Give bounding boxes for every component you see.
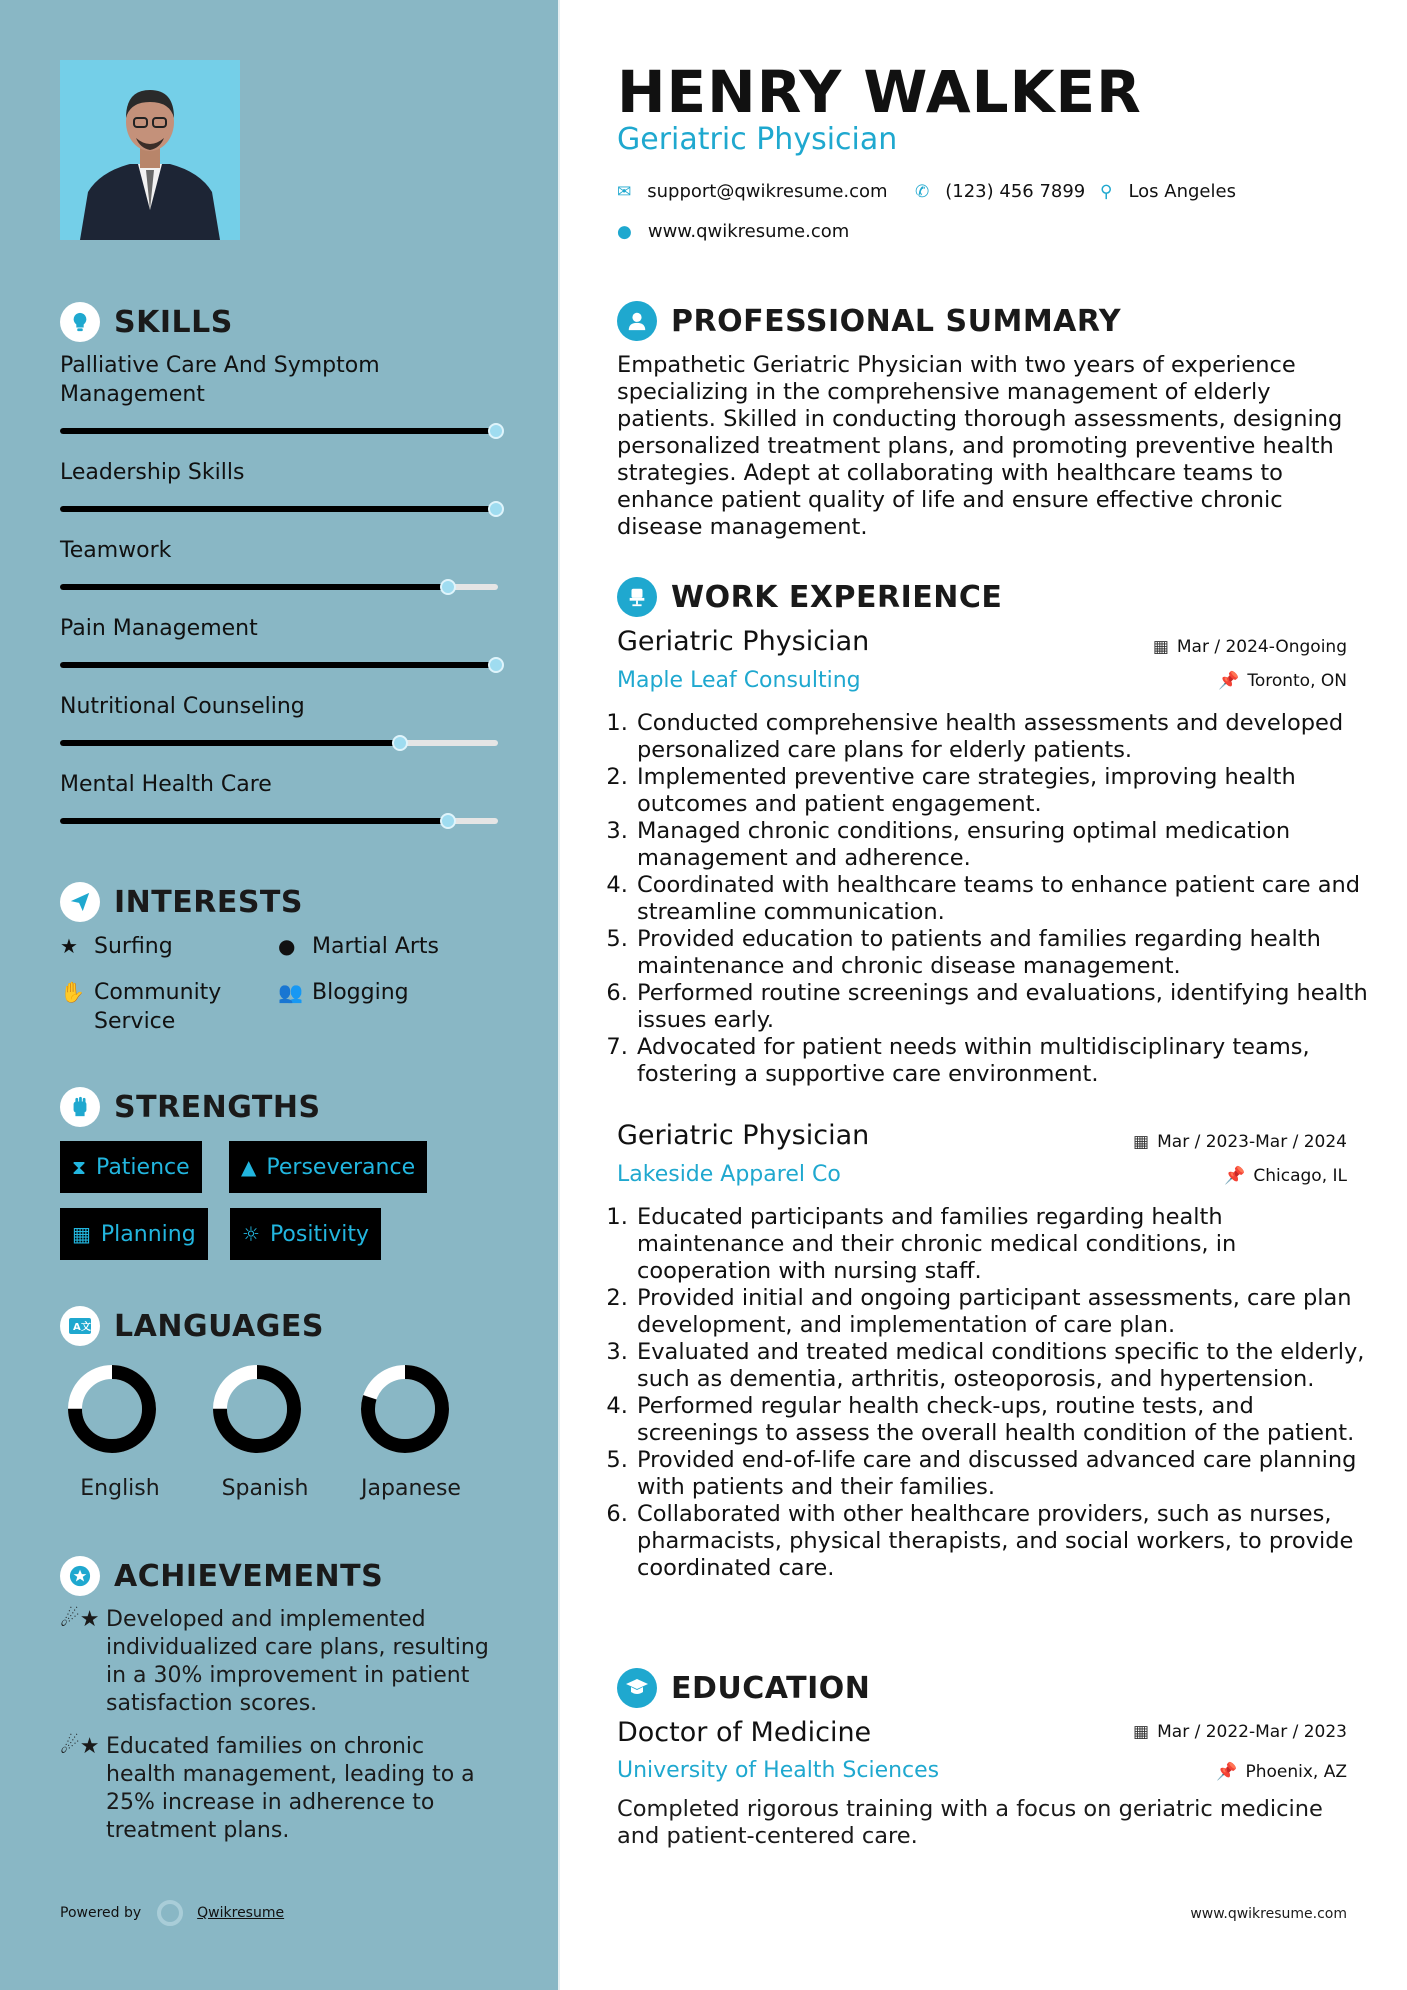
envelope-icon: ✉ [617, 181, 632, 202]
paper-plane-icon [60, 882, 100, 922]
powered-by: Powered by Qwikresume [60, 1900, 284, 1926]
job-dates: ▦ Mar / 2024-Ongoing [1152, 637, 1347, 657]
hand-icon: ✋ [60, 980, 85, 1004]
pushpin-icon: 📌 [1224, 1166, 1246, 1186]
strengths-heading: STRENGTHS [60, 1087, 321, 1127]
duty-item: 6. Performed routine screenings and evaluations, identifying health issues early. [635, 980, 1375, 1034]
contact-location: ⚲ Los Angeles [1100, 181, 1236, 202]
interest-item: ● Martial Arts [278, 934, 440, 959]
achievement-item: ☄★ Developed and implemented individualized care plans, resulting in a 30% improvement in patient satisfaction scores. [60, 1607, 489, 1716]
contact-website[interactable]: ● www.qwikresume.com [617, 221, 850, 242]
candidate-name: HENRY WALKER [617, 58, 1142, 126]
job-title: Geriatric Physician [617, 1120, 870, 1151]
skill-bar-fill [60, 818, 450, 824]
road-icon: ▲ [241, 1155, 257, 1179]
skill-bar-knob [440, 579, 456, 595]
shooting-star-icon: ☄★ [60, 1607, 100, 1632]
job-duties [612, 710, 1375, 1088]
duty-item: 3. Managed chronic conditions, ensuring optimal medication management and adherence. [635, 818, 1375, 872]
skill-label: Leadership Skills [60, 460, 245, 485]
duty-item: 6. Collaborated with other healthcare providers, such as nurses, pharmacists, physical therapists, and social workers, to provide coordinated care. [635, 1501, 1375, 1582]
skill-bar-fill [60, 506, 498, 512]
education-heading: EDUCATION [617, 1668, 870, 1708]
strength-chip: ▲ Perseverance [229, 1141, 427, 1193]
calendar-icon: ▦ [1133, 1132, 1150, 1152]
strength-chip: ▦ Planning [60, 1208, 208, 1260]
interests-heading: INTERESTS [60, 882, 303, 922]
summary-heading: PROFESSIONAL SUMMARY [617, 301, 1121, 341]
summary-text: Empathetic Geriatric Physician with two years of experience specializing in the comprehensive management of elderly patients. Skilled in conducting thorough assessments, designing personalized treatment plans, and promoting preventive health strategies. Adept at collaborating with healthcare teams to enhance patient quality of life and ensure effective chronic disease management. [617, 352, 1343, 540]
job-location: 📌 Toronto, ON [1218, 671, 1347, 691]
calendar-icon: ▦ [1152, 637, 1169, 657]
language-donut [211, 1363, 303, 1455]
languages-heading: A 文 LANGUAGES [60, 1306, 324, 1346]
skill-bar [60, 584, 498, 590]
skills-heading: SKILLS [60, 302, 233, 342]
duty-item: 3. Evaluated and treated medical conditions specific to the elderly, such as dementia, arthritis, osteoporosis, and hypertension. [635, 1339, 1375, 1393]
shooting-star-icon: ☄★ [60, 1734, 100, 1759]
duty-item: 5. Provided education to patients and families regarding health maintenance and chronic disease management. [635, 926, 1375, 980]
language-label: Japanese [361, 1476, 461, 1501]
duty-item: 2. Provided initial and ongoing participant assessments, care plan development, and implementation of care plan. [635, 1285, 1375, 1339]
duty-item: 1. Conducted comprehensive health assessments and developed personalized care plans for elderly patients. [635, 710, 1375, 764]
globe-icon: ● [617, 221, 632, 242]
job-company: Maple Leaf Consulting [617, 668, 861, 693]
job-location: 📌 Chicago, IL [1224, 1166, 1347, 1186]
qwikresume-link[interactable]: Qwikresume [197, 1905, 285, 1921]
pushpin-icon: 📌 [1216, 1762, 1238, 1782]
education-location: 📌 Phoenix, AZ [1216, 1762, 1347, 1782]
experience-heading: WORK EXPERIENCE [617, 577, 1002, 617]
pushpin-icon: 📌 [1218, 671, 1240, 691]
skill-bar-knob [488, 423, 504, 439]
skill-bar [60, 662, 498, 668]
skill-bar-fill [60, 428, 498, 434]
contact-email[interactable]: ✉ support@qwikresume.com [617, 181, 888, 202]
phone-icon: ✆ [915, 181, 930, 202]
profile-photo [60, 60, 240, 240]
education-school: University of Health Sciences [617, 1758, 940, 1783]
skill-bar-fill [60, 584, 450, 590]
skill-bar-knob [488, 501, 504, 517]
skill-bar [60, 740, 498, 746]
duty-item: 4. Performed regular health check-ups, routine tests, and screenings to assess the overall health condition of the patient. [635, 1393, 1375, 1447]
svg-text:A: A [73, 1322, 82, 1333]
skill-label: Teamwork [60, 538, 172, 563]
map-pin-icon: ⚲ [1100, 181, 1113, 202]
duty-item: 7. Advocated for patient needs within multidisciplinary teams, fostering a supportive care environment. [635, 1034, 1375, 1088]
skill-bar [60, 428, 498, 434]
footer-website[interactable]: www.qwikresume.com [1190, 1906, 1347, 1922]
achievements-heading: ACHIEVEMENTS [60, 1556, 383, 1596]
skill-bar [60, 818, 498, 824]
calendar-icon: ▦ [72, 1222, 91, 1246]
briefcase-chair-icon [617, 577, 657, 617]
skill-bar-knob [392, 735, 408, 751]
sun-icon: ☼ [242, 1222, 260, 1246]
calendar-icon: ▦ [1133, 1722, 1150, 1742]
language-label: English [80, 1476, 160, 1501]
language-donut [359, 1363, 451, 1455]
qwikresume-logo-icon [157, 1900, 183, 1926]
lightbulb-icon [60, 302, 100, 342]
skill-label: Nutritional Counseling [60, 694, 305, 719]
contact-phone[interactable]: ✆ (123) 456 7899 [915, 181, 1086, 202]
badge-star-icon [60, 1556, 100, 1596]
job-title: Geriatric Physician [617, 626, 870, 657]
education-degree: Doctor of Medicine [617, 1717, 872, 1748]
interest-item: 👥 Blogging [278, 980, 409, 1005]
svg-text:文: 文 [81, 1322, 92, 1333]
job-company: Lakeside Apparel Co [617, 1162, 841, 1187]
duty-item: 5. Provided end-of-life care and discussed advanced care planning with patients and their families. [635, 1447, 1375, 1501]
hourglass-icon: ⧗ [72, 1155, 87, 1179]
graduation-cap-icon [617, 1668, 657, 1708]
language-icon [60, 1306, 100, 1346]
language-label: Spanish [221, 1476, 309, 1501]
sidebar-edge [558, 0, 560, 1990]
strength-chip: ⧗ Patience [60, 1141, 202, 1193]
job-duties [612, 1204, 1375, 1582]
interest-item: ★ Surfing [60, 934, 173, 959]
interest-item: ✋ Community Service [60, 980, 222, 1034]
skill-label: Mental Health Care [60, 772, 272, 797]
skill-label: Pain Management [60, 616, 258, 641]
skill-bar-fill [60, 740, 402, 746]
achievement-item: ☄★ Educated families on chronic health management, leading to a 25% increase in adherence to treatment plans. [60, 1734, 475, 1843]
star-icon: ★ [60, 934, 78, 958]
education-dates: ▦ Mar / 2022-Mar / 2023 [1133, 1722, 1347, 1742]
skill-bar-knob [488, 657, 504, 673]
candidate-title: Geriatric Physician [617, 122, 898, 157]
language-donut [66, 1363, 158, 1455]
strength-chip: ☼ Positivity [230, 1208, 381, 1260]
fist-icon [60, 1087, 100, 1127]
duty-item: 1. Educated participants and families regarding health maintenance and their chronic medical conditions, in cooperation with nursing staff. [635, 1204, 1375, 1285]
education-description: Completed rigorous training with a focus on geriatric medicine and patient-centered care. [617, 1796, 1323, 1849]
skill-bar-fill [60, 662, 498, 668]
skill-label: Palliative Care And Symptom Management [60, 353, 380, 407]
job-dates: ▦ Mar / 2023-Mar / 2024 [1133, 1132, 1347, 1152]
globe-icon: ● [278, 934, 296, 958]
duty-item: 4. Coordinated with healthcare teams to enhance patient care and streamline communication. [635, 872, 1375, 926]
user-icon [617, 301, 657, 341]
skill-bar [60, 506, 498, 512]
duty-item: 2. Implemented preventive care strategies, improving health outcomes and patient engagement. [635, 764, 1375, 818]
skill-bar-knob [440, 813, 456, 829]
users-icon: 👥 [278, 980, 303, 1004]
